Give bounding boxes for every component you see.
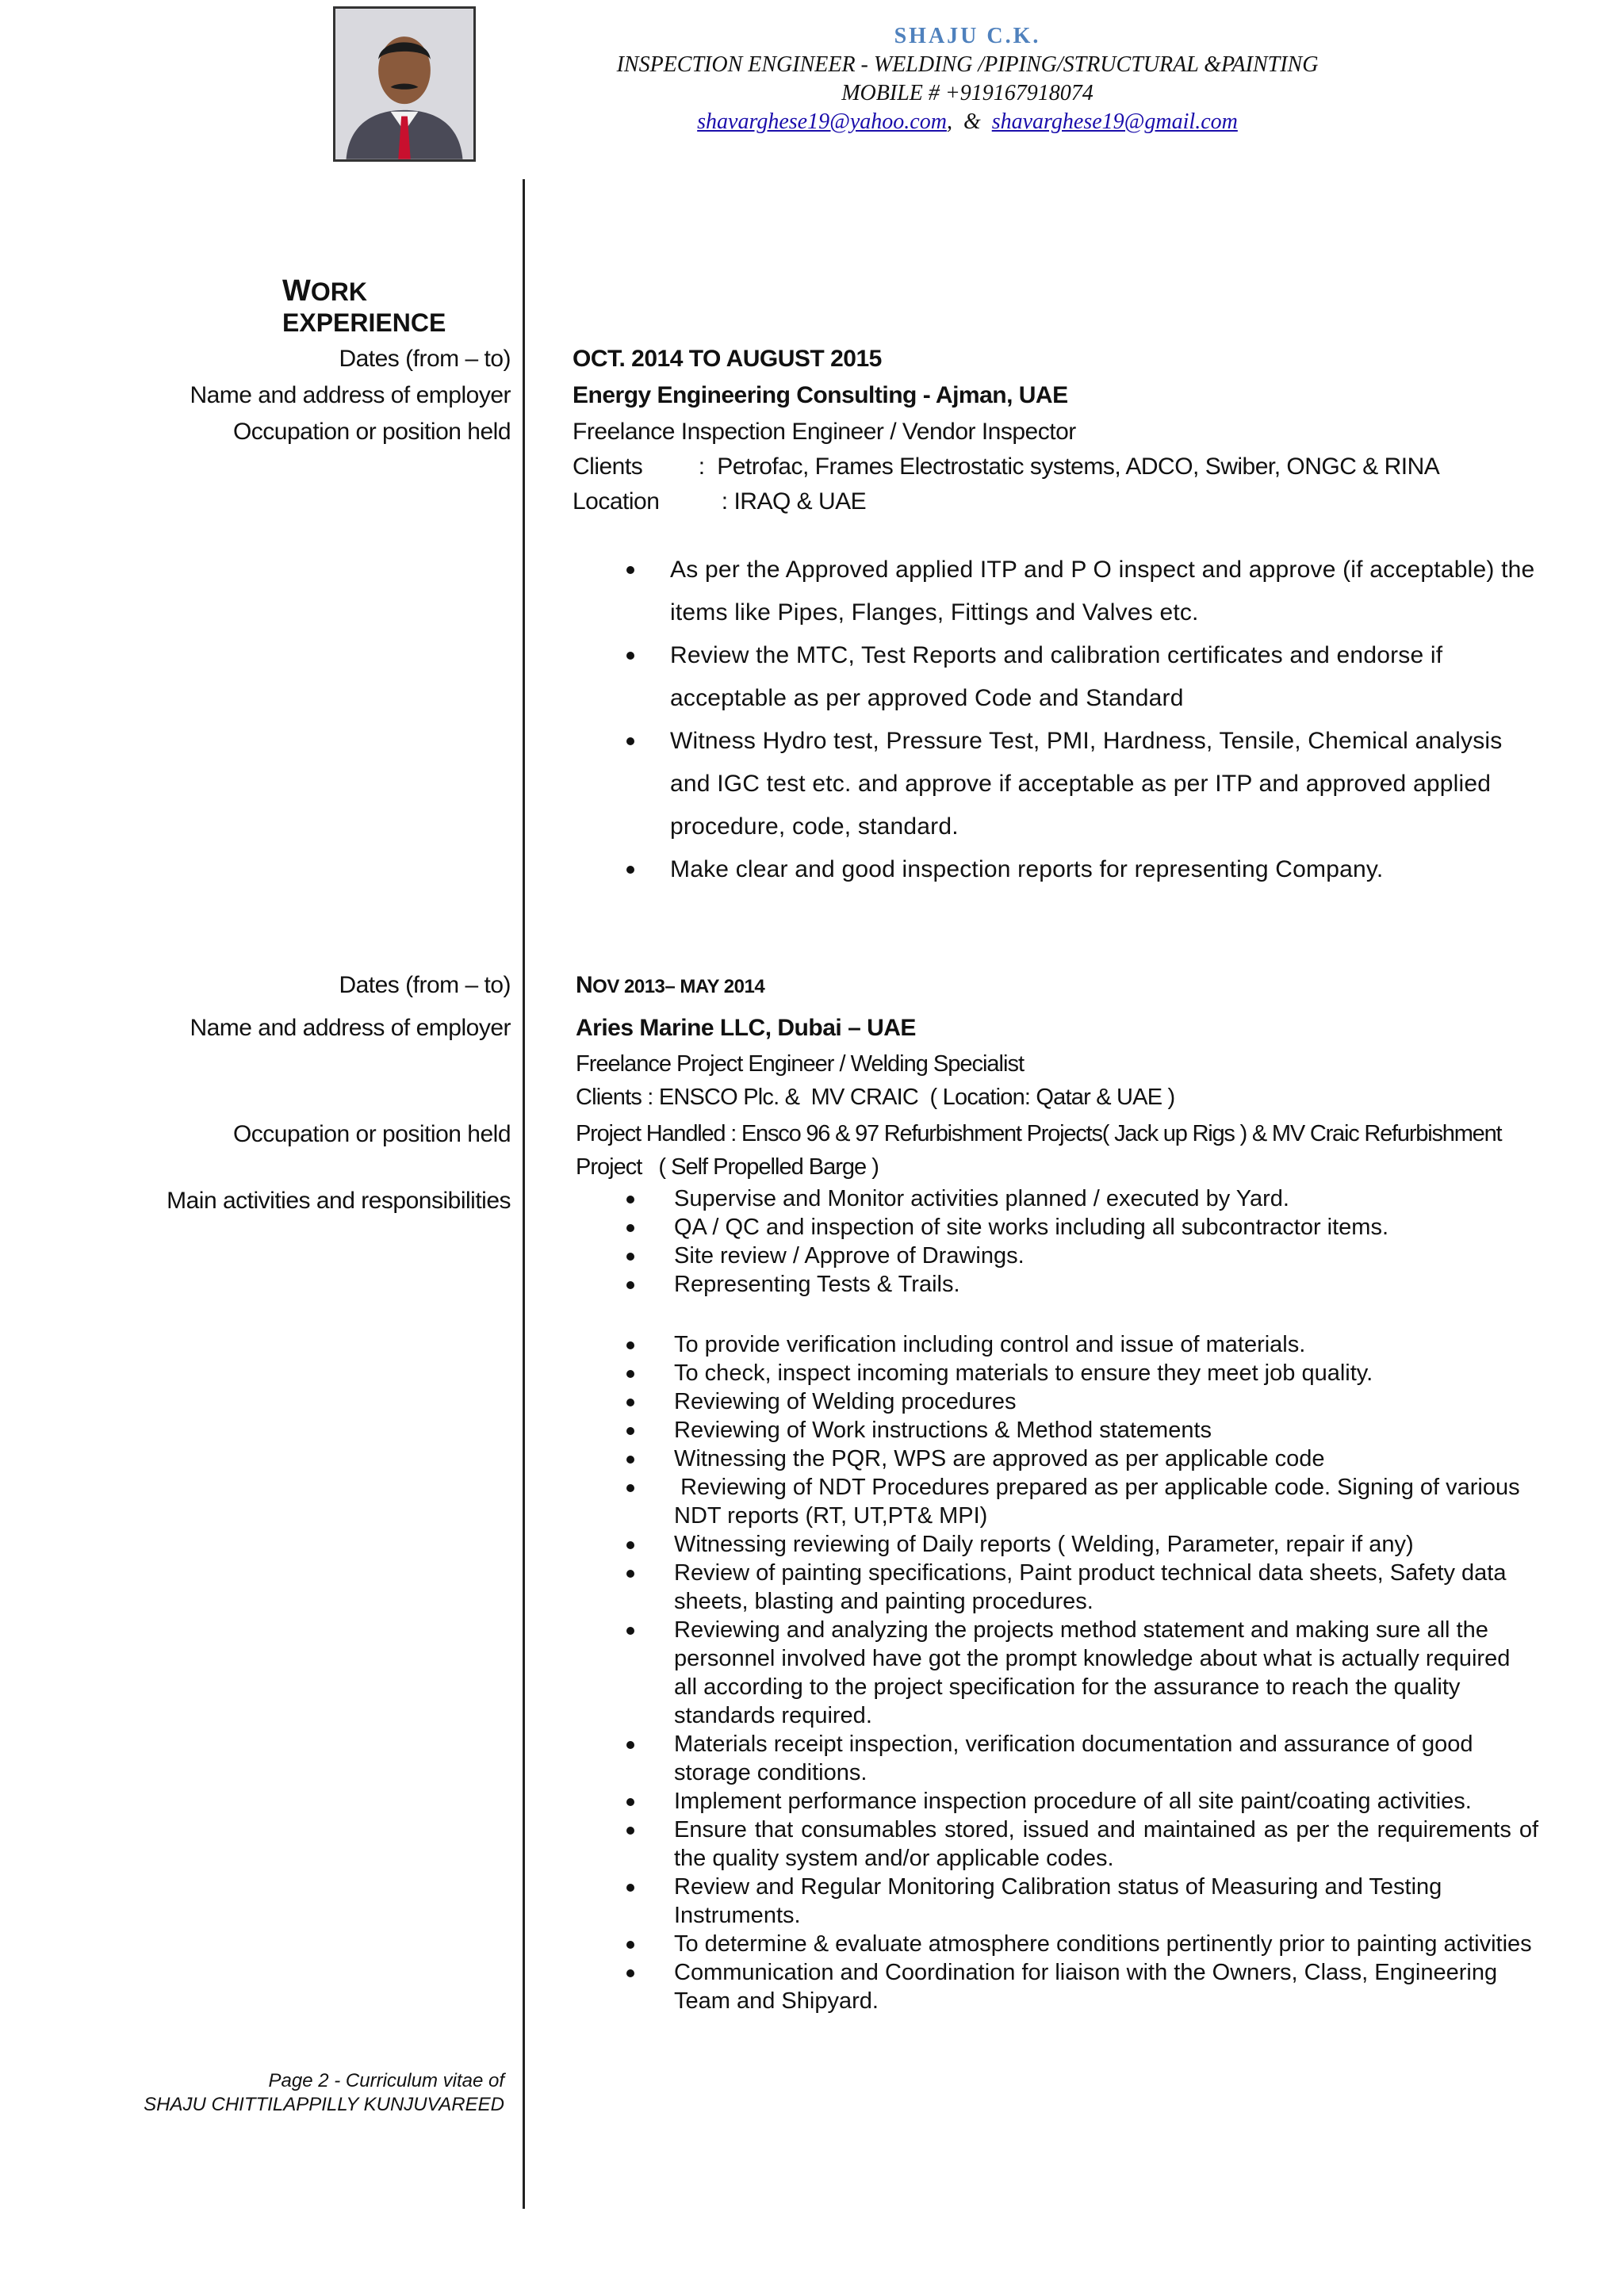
job2-responsibilities — [626, 1184, 1538, 2015]
email-link-gmail[interactable]: shavarghese19@gmail.com — [991, 109, 1238, 134]
list-item: Supervise and Monitor activities planned / executed by Yard. — [626, 1184, 1538, 1213]
label-activities: Main activities and responsibilities — [167, 1188, 511, 1214]
job2-project-line2: Project ( Self Propelled Barge ) — [576, 1154, 879, 1180]
list-item: Communication and Coordination for liaison with the Owners, Class, Engineering Team and Shipyard. — [626, 1958, 1538, 2015]
column-divider — [523, 179, 525, 2209]
list-item: Implement performance inspection procedure of all site paint/coating activities. — [626, 1787, 1538, 1816]
job2-employer: Aries Marine LLC, Dubai – UAE — [576, 1015, 916, 1041]
label-dates: Dates (from – to) — [339, 346, 511, 372]
job2-dates-cap: N — [576, 972, 593, 998]
candidate-mobile: MOBILE # +919167918074 — [841, 81, 1094, 105]
list-item: Witnessing reviewing of Daily reports ( Welding, Parameter, repair if any) — [626, 1530, 1538, 1559]
label-occupation: Occupation or position held — [232, 419, 511, 445]
list-item: To check, inspect incoming materials to ensure they meet job quality. — [626, 1359, 1538, 1387]
contact-emails — [444, 108, 1491, 136]
job1-dates: OCT. 2014 TO AUGUST 2015 — [573, 346, 882, 372]
list-item: Review of painting specifications, Paint product technical data sheets, Safety data sheets, blasting and painting procedures. — [626, 1559, 1538, 1616]
list-item: QA / QC and inspection of site works including all subcontractor items. — [626, 1213, 1538, 1242]
list-item: Ensure that consumables stored, issued and maintained as per the requirements of the quality system and/or applicable codes. — [626, 1816, 1538, 1873]
job2-dates — [576, 972, 764, 999]
label-dates: Dates (from – to) — [339, 972, 511, 998]
candidate-name: SHAJU C.K. — [894, 24, 1041, 48]
list-item: Reviewing of NDT Procedures prepared as per applicable code. Signing of various NDT reports (RT, UT,PT& MPI) — [626, 1473, 1538, 1530]
list-item: As per the Approved applied ITP and P O inspect and approve (if acceptable) the items like Pipes, Flanges, Fittings and Valves etc. — [626, 549, 1546, 634]
list-item: Witness Hydro test, Pressure Test, PMI, Hardness, Tensile, Chemical analysis and IGC test etc. and approve if acceptable as per ITP and approved applied procedure, code, standard. — [626, 720, 1546, 848]
job2-project-line1: Project Handled : Ensco 96 & 97 Refurbishment Projects( Jack up Rigs ) & MV Craic Refurbishment — [576, 1121, 1502, 1146]
job1-responsibilities — [626, 549, 1546, 891]
job1-position: Freelance Inspection Engineer / Vendor Inspector — [573, 419, 1076, 445]
list-item: Make clear and good inspection reports for representing Company. — [626, 848, 1546, 891]
job1-location: Location : IRAQ & UAE — [573, 488, 867, 515]
job1-employer: Energy Engineering Consulting - Ajman, UAE — [573, 382, 1068, 408]
job2-clients: Clients : ENSCO Plc. & MV CRAIC ( Location: Qatar & UAE ) — [576, 1085, 1175, 1110]
email-link-yahoo[interactable]: shavarghese19@yahoo.com — [697, 109, 947, 134]
list-item: Representing Tests & Trails. — [626, 1270, 1538, 1299]
footer-candidate-name: SHAJU CHITTILAPPILLY KUNJUVAREED — [144, 2094, 504, 2115]
job1-clients: Clients : Petrofac, Frames Electrostatic systems, ADCO, Swiber, ONGC & RINA — [573, 453, 1440, 480]
list-item: Reviewing and analyzing the projects method statement and making sure all the personnel involved have got the prompt knowledge about what is actually required all according to the project specification for the assurance to reach the quality standards required. — [626, 1616, 1538, 1730]
job2-position: Freelance Project Engineer / Welding Specialist — [576, 1051, 1025, 1077]
label-occupation: Occupation or position held — [232, 1121, 511, 1147]
list-item: Witnessing the PQR, WPS are approved as per applicable code — [626, 1445, 1538, 1473]
list-item: Review and Regular Monitoring Calibration status of Measuring and Testing Instruments. — [626, 1873, 1538, 1930]
job2-dates-rest: OV 2013– MAY 2014 — [592, 976, 765, 997]
list-item: Review the MTC, Test Reports and calibration certificates and endorse if acceptable as per approved Code and Standard — [626, 634, 1546, 720]
resume-header — [444, 22, 1491, 136]
list-item: Reviewing of Welding procedures — [626, 1387, 1538, 1416]
label-employer: Name and address of employer — [190, 1015, 511, 1041]
section-title-cap: W — [282, 274, 311, 308]
list-item: To determine & evaluate atmosphere conditions pertinently prior to painting activities — [626, 1930, 1538, 1958]
label-employer: Name and address of employer — [190, 382, 511, 408]
list-item: Reviewing of Work instructions & Method statements — [626, 1416, 1538, 1445]
footer-page-label: Page 2 - Curriculum vitae of — [268, 2070, 504, 2091]
section-title — [282, 274, 504, 338]
list-item: To provide verification including control and issue of materials. — [626, 1330, 1538, 1359]
candidate-title: INSPECTION ENGINEER - WELDING /PIPING/STRUCTURAL &PAINTING — [616, 52, 1319, 77]
list-item: Site review / Approve of Drawings. — [626, 1242, 1538, 1270]
email-separator: , & — [946, 109, 992, 134]
page-footer — [144, 2069, 504, 2117]
list-item: Materials receipt inspection, verification documentation and assurance of good storage conditions. — [626, 1730, 1538, 1787]
section-title-rest: ORK EXPERIENCE — [282, 277, 446, 337]
